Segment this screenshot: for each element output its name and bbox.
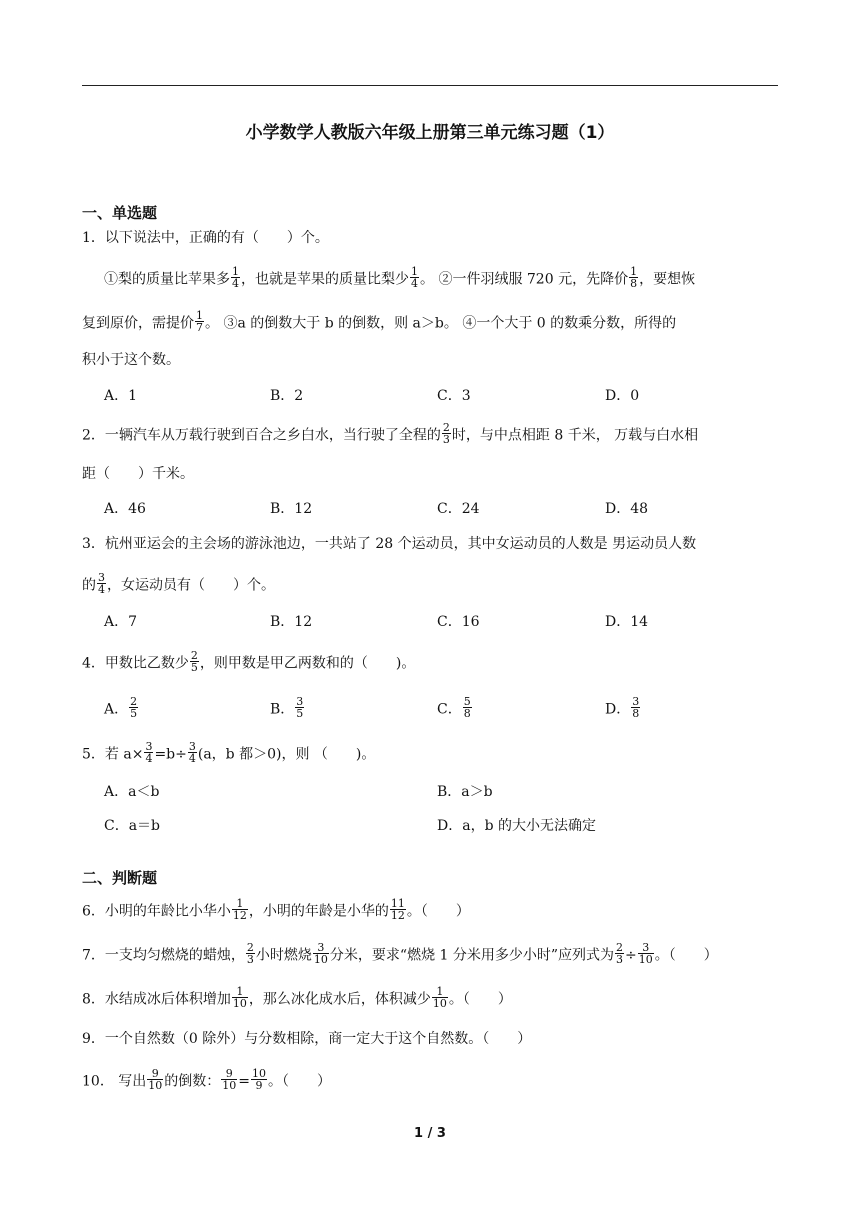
option-b: B．12 [270,501,313,517]
fraction: $\frac{1}{4}$ [411,265,418,290]
option-a: A．1 [104,388,138,404]
fraction: $\frac{1}{7}$ [196,309,203,334]
option-c: C．a＝b [104,818,161,834]
fraction: $\frac{2}{3}$ [246,941,254,966]
option-a: A．a＜b [104,784,160,800]
fraction: $\frac{10}{9}$ [252,1067,266,1092]
option-a: A． $\frac{2}{5}$ [104,695,138,720]
option-c: C．16 [437,614,480,630]
fraction: $\frac{3}{5}$ [296,695,304,720]
fraction: $\frac{3}{8}$ [632,695,640,720]
question-9: 9．一个自然数（0 除外）与分数相除，商一定大于这个自然数。（ ） [82,1031,532,1047]
fraction: $\frac{3}{4}$ [145,740,153,765]
fraction: $\frac{3}{10}$ [638,941,653,966]
fraction: $\frac{2}{3}$ [442,421,450,446]
option-d: D．a，b 的大小无法确定 [437,818,596,834]
section-single-choice: 一、单选题 [82,204,158,222]
option-a: A．7 [104,614,138,630]
question-1-line-3: 积小于这个数。 [82,352,180,368]
option-c: C．24 [437,501,480,517]
option-b: B．12 [270,614,313,630]
option-b: B． $\frac{3}{5}$ [270,695,304,720]
header-rule [82,85,778,86]
fraction: $\frac{5}{8}$ [463,695,471,720]
fraction: $\frac{9}{10}$ [148,1067,163,1092]
question-1-stem: 1．以下说法中，正确的有（ ）个。 [82,230,329,246]
fraction: $\frac{2}{3}$ [616,941,624,966]
page-title: 小学数学人教版六年级上册第三单元练习题（1） [245,123,615,143]
question-8: 8．水结成冰后体积增加 $\frac{1}{10}$ ，那么冰化成水后，体积减少 $\frac{1}{10}$ 。（ ） [82,985,512,1010]
fraction: $\frac{1}{8}$ [630,265,638,290]
question-1-line-2: 复到原价，需提价 $\frac{1}{7}$ 。 ③a 的倒数大于 b 的倒数，则 a＞b。 ④一个大于 0 的数乘分数，所得的 [82,309,677,334]
question-5-line-1: 5．若 a× $\frac{3}{4}$ =b÷ $\frac{3}{4}$ (a，b 都＞0)，则 （ )。 [82,740,376,765]
question-6: 6．小明的年龄比小华小 $\frac{1}{12}$ ，小明的年龄是小华的 $\frac{11}{12}$ 。（ ） [82,897,470,922]
section-true-false: 二、判断题 [82,869,158,887]
question-1-line-1: ①梨的质量比苹果多 $\frac{1}{4}$ ，也就是苹果的质量比梨少 $\frac{1}{4}$ 。 ②一件羽绒服 720 元，先降价 $\frac{1}{8}$ ，要想恢 [104,265,696,290]
option-d: D．48 [605,501,649,517]
option-c: C． $\frac{5}{8}$ [437,695,471,720]
question-4-line-1: 4．甲数比乙数少 $\frac{2}{5}$ ，则甲数是甲乙两数和的（ )。 [82,649,416,674]
question-3-line-1: 3．杭州亚运会的主会场的游泳池边，一共站了 28 个运动员，其中女运动员的人数是 男运动员人数 [82,536,697,552]
fraction: $\frac{2}{5}$ [190,649,198,674]
fraction: $\frac{3}{10}$ [313,941,328,966]
fraction: $\frac{1}{10}$ [432,985,447,1010]
question-3-line-2: 的 $\frac{3}{4}$ ，女运动员有（ ）个。 [82,571,275,596]
option-b: B．a＞b [437,784,493,800]
fraction: $\frac{3}{4}$ [188,740,196,765]
fraction: $\frac{1}{4}$ [232,265,239,290]
page-number: 1 / 3 [414,1126,446,1141]
fraction: $\frac{1}{10}$ [232,985,247,1010]
option-b: B．2 [270,388,304,404]
question-10: 10． 写出 $\frac{9}{10}$ 的倒数： $\frac{9}{10}$ = $\frac{10}{9}$ 。（ ） [82,1067,331,1092]
fraction: $\frac{11}{12}$ [390,897,405,922]
question-2-line-2: 距（ ）千米。 [82,466,194,482]
option-d: D． $\frac{3}{8}$ [605,695,640,720]
fraction: $\frac{3}{4}$ [98,571,105,596]
option-d: D．0 [605,388,640,404]
option-c: C．3 [437,388,471,404]
fraction: $\frac{1}{12}$ [232,897,247,922]
fraction: $\frac{9}{10}$ [222,1067,237,1092]
option-a: A．46 [104,501,146,517]
question-2-line-1: 2．一辆汽车从万载行驶到百合之乡白水，当行驶了全程的 $\frac{2}{3}$ 时，与中点相距 8 千米， 万载与白水相 [82,421,699,446]
question-7: 7．一支均匀燃烧的蜡烛， $\frac{2}{3}$ 小时燃烧 $\frac{3}{10}$ 分米，要求“燃烧 1 分米用多少小时”应列式为 $\frac{2}{3}$ ÷ $\frac{3}{10}$ 。（ ） [82,941,718,966]
fraction: $\frac{2}{5}$ [130,695,138,720]
option-d: D．14 [605,614,649,630]
